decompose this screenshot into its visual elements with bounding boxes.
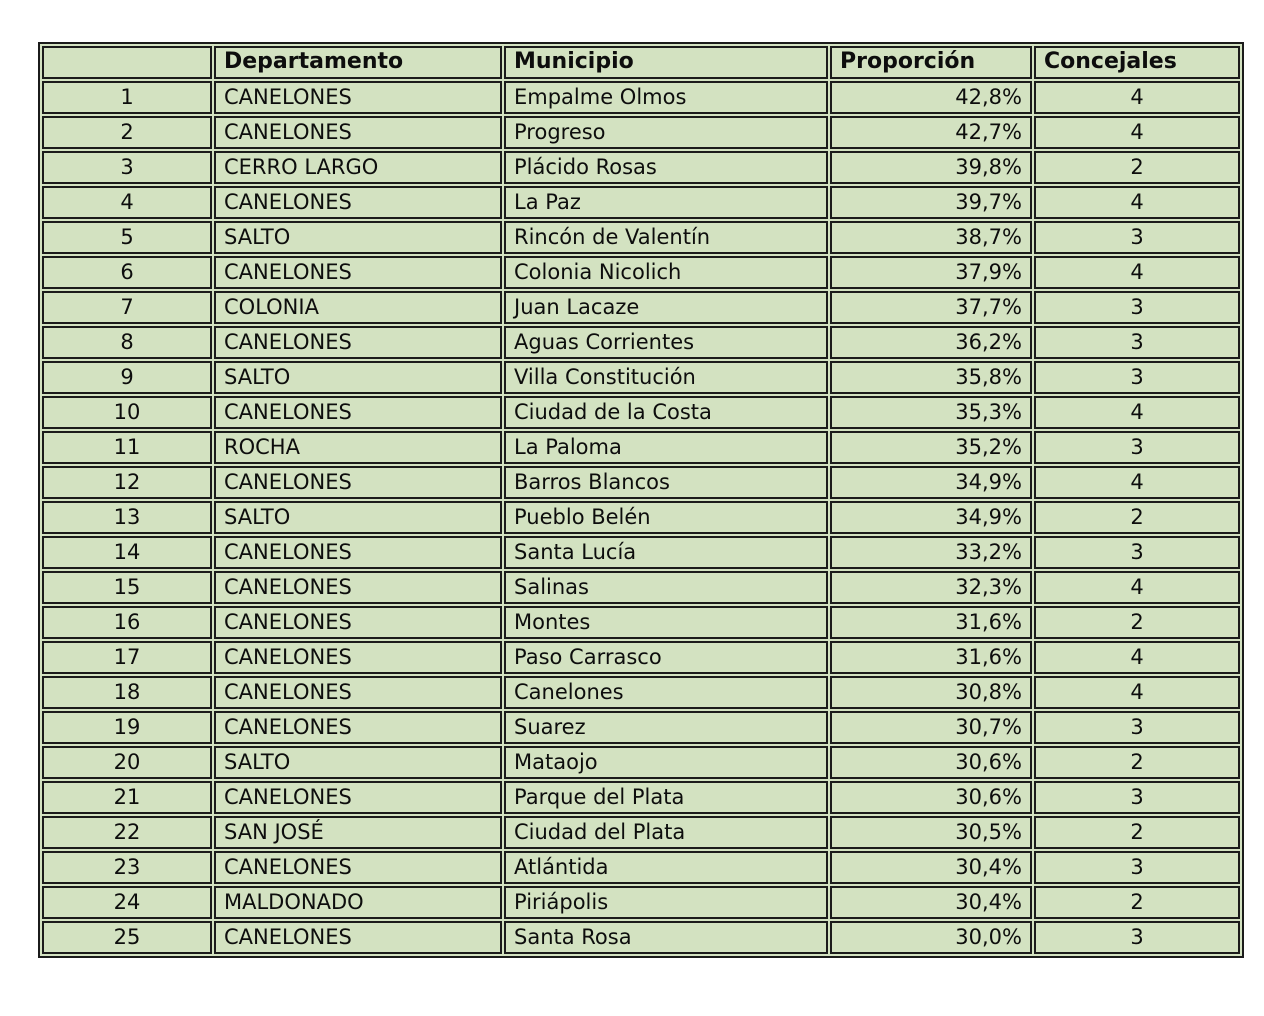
concejales-cell: 3 (1034, 536, 1240, 569)
table-row (42, 676, 1240, 709)
departamento-cell: CANELONES (214, 116, 502, 149)
departamento-cell: CANELONES (214, 81, 502, 114)
departamento-cell: CANELONES (214, 781, 502, 814)
departamento-cell: CANELONES (214, 851, 502, 884)
concejales-cell: 2 (1034, 606, 1240, 639)
rank-cell: 6 (42, 256, 212, 289)
proporcion-cell: 31,6% (830, 641, 1032, 674)
departamento-cell: CERRO LARGO (214, 151, 502, 184)
departamento-cell: CANELONES (214, 536, 502, 569)
concejales-cell: 3 (1034, 221, 1240, 254)
table-row (42, 151, 1240, 184)
municipio-cell: Plácido Rosas (504, 151, 828, 184)
departamento-cell: SALTO (214, 361, 502, 394)
proporcion-cell: 39,7% (830, 186, 1032, 219)
departamento-cell: CANELONES (214, 186, 502, 219)
municipio-cell: Juan Lacaze (504, 291, 828, 324)
table-row (42, 186, 1240, 219)
municipio-cell: Parque del Plata (504, 781, 828, 814)
proporcion-cell: 37,7% (830, 291, 1032, 324)
table-row (42, 501, 1240, 534)
municipio-cell: Pueblo Belén (504, 501, 828, 534)
proporcion-cell: 35,2% (830, 431, 1032, 464)
table-row (42, 816, 1240, 849)
concejales-cell: 4 (1034, 81, 1240, 114)
rank-cell: 24 (42, 886, 212, 919)
rank-cell: 23 (42, 851, 212, 884)
rank-cell: 19 (42, 711, 212, 744)
municipio-cell: Rincón de Valentín (504, 221, 828, 254)
proporcion-cell: 30,5% (830, 816, 1032, 849)
proporcion-cell: 30,6% (830, 781, 1032, 814)
table-row (42, 361, 1240, 394)
departamento-cell: CANELONES (214, 641, 502, 674)
rank-cell: 21 (42, 781, 212, 814)
concejales-cell: 4 (1034, 466, 1240, 499)
departamento-cell: MALDONADO (214, 886, 502, 919)
table-row (42, 886, 1240, 919)
departamento-cell: CANELONES (214, 676, 502, 709)
concejales-cell: 3 (1034, 291, 1240, 324)
header-concejales: Concejales (1034, 46, 1240, 79)
rank-cell: 9 (42, 361, 212, 394)
concejales-cell: 3 (1034, 326, 1240, 359)
concejales-cell: 3 (1034, 361, 1240, 394)
table-row (42, 116, 1240, 149)
rank-cell: 2 (42, 116, 212, 149)
concejales-cell: 4 (1034, 186, 1240, 219)
concejales-cell: 4 (1034, 116, 1240, 149)
municipio-cell: Mataojo (504, 746, 828, 779)
departamento-cell: ROCHA (214, 431, 502, 464)
rank-cell: 14 (42, 536, 212, 569)
rank-cell: 25 (42, 921, 212, 954)
concejales-cell: 2 (1034, 816, 1240, 849)
rank-cell: 8 (42, 326, 212, 359)
municipio-cell: Salinas (504, 571, 828, 604)
departamento-cell: SAN JOSÉ (214, 816, 502, 849)
rank-cell: 7 (42, 291, 212, 324)
table-row (42, 291, 1240, 324)
departamento-cell: SALTO (214, 746, 502, 779)
rank-cell: 11 (42, 431, 212, 464)
table-row (42, 221, 1240, 254)
proporcion-cell: 35,3% (830, 396, 1032, 429)
table-row (42, 431, 1240, 464)
rank-cell: 10 (42, 396, 212, 429)
table-row (42, 851, 1240, 884)
concejales-cell: 4 (1034, 676, 1240, 709)
concejales-cell: 3 (1034, 431, 1240, 464)
municipio-cell: Aguas Corrientes (504, 326, 828, 359)
rank-cell: 13 (42, 501, 212, 534)
municipio-cell: La Paloma (504, 431, 828, 464)
rank-cell: 3 (42, 151, 212, 184)
proporcion-cell: 42,8% (830, 81, 1032, 114)
rank-cell: 4 (42, 186, 212, 219)
proporcion-cell: 32,3% (830, 571, 1032, 604)
municipio-cell: Progreso (504, 116, 828, 149)
rank-cell: 22 (42, 816, 212, 849)
table-row (42, 921, 1240, 954)
table-row (42, 536, 1240, 569)
table-row (42, 746, 1240, 779)
departamento-cell: CANELONES (214, 711, 502, 744)
concejales-cell: 4 (1034, 571, 1240, 604)
proporcion-cell: 34,9% (830, 501, 1032, 534)
concejales-cell: 2 (1034, 746, 1240, 779)
municipio-cell: Barros Blancos (504, 466, 828, 499)
table-row (42, 396, 1240, 429)
rank-cell: 5 (42, 221, 212, 254)
municipio-cell: Santa Rosa (504, 921, 828, 954)
proporcion-cell: 34,9% (830, 466, 1032, 499)
rank-cell: 1 (42, 81, 212, 114)
rank-cell: 12 (42, 466, 212, 499)
municipio-cell: Colonia Nicolich (504, 256, 828, 289)
table-row (42, 641, 1240, 674)
departamento-cell: COLONIA (214, 291, 502, 324)
departamento-cell: CANELONES (214, 921, 502, 954)
concejales-cell: 2 (1034, 151, 1240, 184)
rank-cell: 16 (42, 606, 212, 639)
rank-cell: 15 (42, 571, 212, 604)
proporcion-cell: 30,0% (830, 921, 1032, 954)
municipio-cell: Suarez (504, 711, 828, 744)
proporcion-cell: 36,2% (830, 326, 1032, 359)
departamento-cell: CANELONES (214, 606, 502, 639)
municipio-cell: Empalme Olmos (504, 81, 828, 114)
table-row (42, 711, 1240, 744)
municipio-cell: La Paz (504, 186, 828, 219)
concejales-cell: 3 (1034, 851, 1240, 884)
municipio-cell: Ciudad de la Costa (504, 396, 828, 429)
departamento-cell: CANELONES (214, 256, 502, 289)
concejales-cell: 4 (1034, 396, 1240, 429)
municipio-cell: Ciudad del Plata (504, 816, 828, 849)
table-row (42, 466, 1240, 499)
rank-cell: 18 (42, 676, 212, 709)
header-proporcion: Proporción (830, 46, 1032, 79)
concejales-cell: 3 (1034, 711, 1240, 744)
table-row (42, 781, 1240, 814)
concejales-cell: 3 (1034, 781, 1240, 814)
proporcion-cell: 30,6% (830, 746, 1032, 779)
table-row (42, 81, 1240, 114)
municipio-cell: Canelones (504, 676, 828, 709)
proporcion-cell: 31,6% (830, 606, 1032, 639)
rank-cell: 17 (42, 641, 212, 674)
concejales-cell: 2 (1034, 501, 1240, 534)
header-municipio: Municipio (504, 46, 828, 79)
departamento-cell: CANELONES (214, 326, 502, 359)
header-rank (42, 46, 212, 79)
concejales-cell: 3 (1034, 921, 1240, 954)
concejales-cell: 2 (1034, 886, 1240, 919)
municipio-cell: Santa Lucía (504, 536, 828, 569)
departamento-cell: SALTO (214, 221, 502, 254)
table-row (42, 256, 1240, 289)
municipio-cell: Atlántida (504, 851, 828, 884)
departamento-cell: CANELONES (214, 466, 502, 499)
table-row (42, 606, 1240, 639)
municipio-cell: Paso Carrasco (504, 641, 828, 674)
table-row (42, 326, 1240, 359)
proporcion-cell: 30,8% (830, 676, 1032, 709)
proporcion-cell: 35,8% (830, 361, 1032, 394)
departamento-cell: SALTO (214, 501, 502, 534)
table-row (42, 571, 1240, 604)
rank-cell: 20 (42, 746, 212, 779)
proporcion-cell: 30,4% (830, 886, 1032, 919)
proporcion-cell: 30,7% (830, 711, 1032, 744)
municipio-cell: Montes (504, 606, 828, 639)
proporcion-cell: 33,2% (830, 536, 1032, 569)
proporcion-cell: 42,7% (830, 116, 1032, 149)
concejales-cell: 4 (1034, 256, 1240, 289)
concejales-cell: 4 (1034, 641, 1240, 674)
municipios-ranking-table (38, 42, 1244, 958)
header-departamento: Departamento (214, 46, 502, 79)
proporcion-cell: 38,7% (830, 221, 1032, 254)
proporcion-cell: 37,9% (830, 256, 1032, 289)
municipio-cell: Piriápolis (504, 886, 828, 919)
departamento-cell: CANELONES (214, 571, 502, 604)
proporcion-cell: 30,4% (830, 851, 1032, 884)
departamento-cell: CANELONES (214, 396, 502, 429)
header-row (42, 46, 1240, 79)
municipio-cell: Villa Constitución (504, 361, 828, 394)
proporcion-cell: 39,8% (830, 151, 1032, 184)
